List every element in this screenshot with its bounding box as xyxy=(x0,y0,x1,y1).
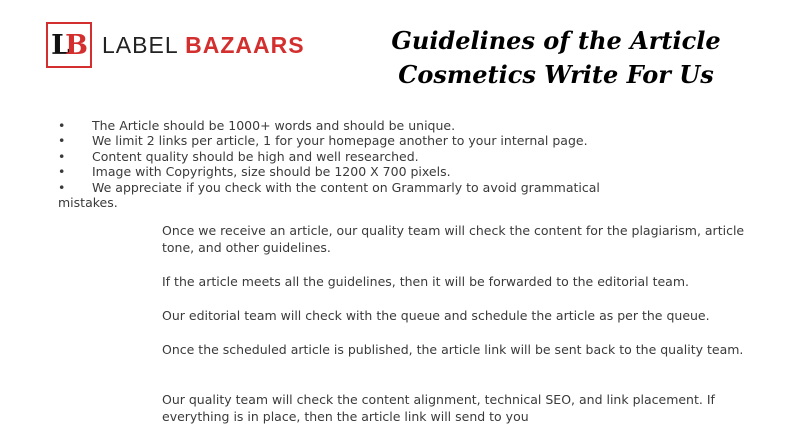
guideline-item: • We limit 2 links per article, 1 for your homepage another to your internal page. xyxy=(58,133,698,148)
logo-mark-l: L xyxy=(51,29,66,61)
guideline-item: • Image with Copyrights, size should be 1200 X 700 pixels. xyxy=(58,164,698,179)
logo-word-label: LABEL xyxy=(102,31,178,58)
guideline-item: • Content quality should be high and well researched. xyxy=(58,149,698,164)
process-step-3: Our editorial team will check with the queue and schedule the article as per the queue. xyxy=(162,308,710,323)
page-title xyxy=(356,24,756,92)
logo-mark-b: B xyxy=(65,29,83,61)
process-step-1: Once we receive an article, our quality team will check the content for the plagiarism, article tone, and other guidelines. xyxy=(162,223,745,255)
process-step-4: Once the scheduled article is published, the article link will be sent back to the quality team. xyxy=(162,342,744,357)
guideline-item-continuation: mistakes. xyxy=(58,195,118,210)
brand-logo[interactable] xyxy=(46,22,305,68)
process-step-2: If the article meets all the guidelines, then it will be forwarded to the editorial team. xyxy=(162,274,689,289)
process-step-5: Our quality team will check the content alignment, technical SEO, and link placement. If everything is in place, then the article link will send to you xyxy=(162,392,715,424)
page-title-line-2: Cosmetics Write For Us xyxy=(398,60,714,89)
logo-mark xyxy=(46,22,92,68)
logo-word-bazaars: BAZAARS xyxy=(185,31,305,58)
page-title-line-1: Guidelines of the Article xyxy=(391,26,721,55)
guideline-item: • We appreciate if you check with the content on Grammarly to avoid grammatical xyxy=(58,180,698,195)
logo-wordmark xyxy=(102,32,305,59)
guideline-item: • The Article should be 1000+ words and should be unique. xyxy=(58,118,698,133)
guidelines-list xyxy=(58,118,698,195)
